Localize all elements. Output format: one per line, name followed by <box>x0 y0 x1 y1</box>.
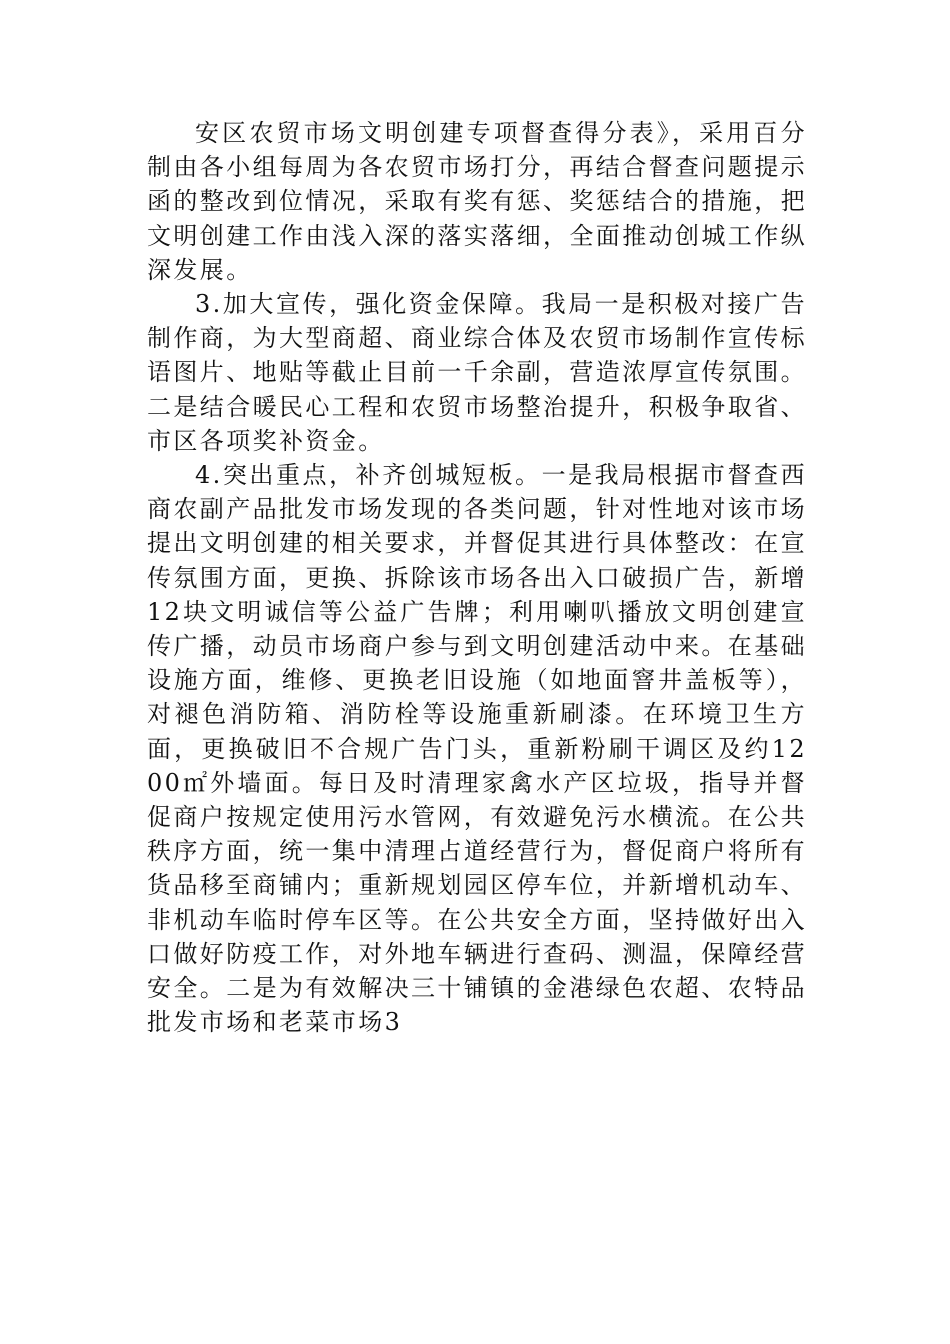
paragraph-3: 4.突出重点，补齐创城短板。一是我局根据市督查西商农副产品批发市场发现的各类问题，针对性地对该市场提出文明创建的相关要求，并督促其进行具体整改：在宣传氛围方面，更换、拆除该市场各出入口破损广告，新增12块文明诚信等公益广告牌；利用喇叭播放文明创建宣传广播，动员市场商户参与到文明创建活动中来。在基础设施方面，维修、更换老旧设施（如地面窨井盖板等），对褪色消防箱、消防栓等设施重新刷漆。在环境卫生方面，更换破旧不合规广告门头，重新粉刷干调区及约1200㎡外墙面。每日及时清理家禽水产区垃圾，指导并督促商户按规定使用污水管网，有效避免污水横流。在公共秩序方面，统一集中清理占道经营行为，督促商户将所有货品移至商铺内；重新规划园区停车位，并新增机动车、非机动车临时停车区等。在公共安全方面，坚持做好出入口做好防疫工作，对外地车辆进行查码、测温，保障经营安全。二是为有效解决三十铺镇的金港绿色农超、农特品批发市场和老菜市场3 <box>147 461 807 1037</box>
body-text <box>147 116 807 1039</box>
paragraph-2: 3.加大宣传，强化资金保障。我局一是积极对接广告制作商，为大型商超、商业综合体及农贸市场制作宣传标语图片、地贴等截止目前一千余副，营造浓厚宣传氛围。二是结合暖民心工程和农贸市场整治提升，积极争取省、市区各项奖补资金。 <box>147 290 807 455</box>
paragraph-1: 安区农贸市场文明创建专项督查得分表》，采用百分制由各小组每周为各农贸市场打分，再结合督查问题提示函的整改到位情况，采取有奖有惩、奖惩结合的措施，把文明创建工作由浅入深的落实落细，全面推动创城工作纵深发展。 <box>147 119 807 284</box>
